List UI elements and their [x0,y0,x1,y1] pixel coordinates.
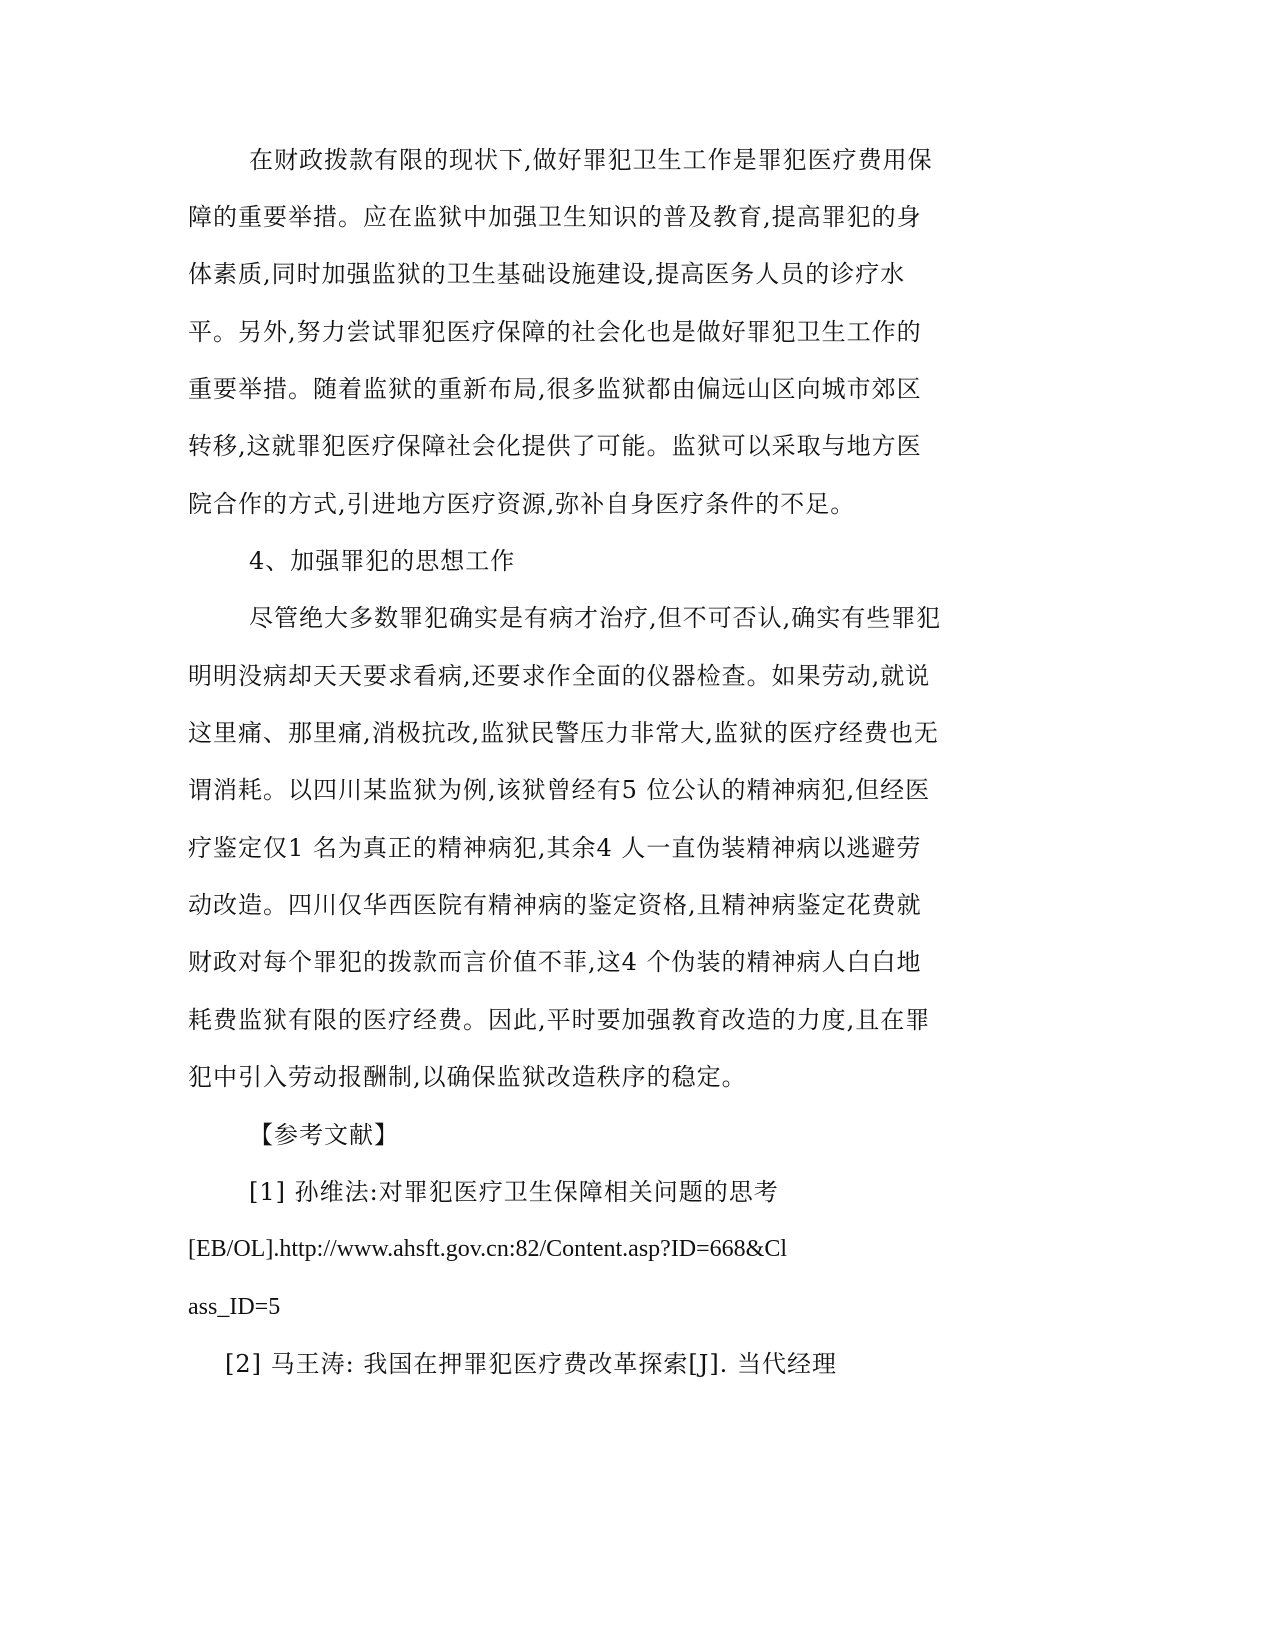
paragraph-2-line-1: 尽管绝大多数罪犯确实是有病才治疗,但不可否认,确实有些罪犯 [249,604,942,632]
paragraph-2-line-5: 疗鉴定仅1 名为真正的精神病犯,其余4 人一直伪装精神病以逃避劳 [188,834,922,862]
paragraph-1-line-2: 障的重要举措。应在监狱中加强卫生知识的普及教育,提高罪犯的身 [188,203,922,231]
reference-2-line-1: [2] 马王涛: 我国在押罪犯医疗费改革探索[J]. 当代经理 [225,1350,837,1378]
reference-1-line-1: [1] 孙维法:对罪犯医疗卫生保障相关问题的思考 [249,1178,779,1206]
paragraph-1-line-6: 转移,这就罪犯医疗保障社会化提供了可能。监狱可以采取与地方医 [188,432,922,460]
reference-1-line-2: [EB/OL].http://www.ahsft.gov.cn:82/Content.asp?ID=668&Cl [188,1236,788,1262]
paragraph-1-line-1: 在财政拨款有限的现状下,做好罪犯卫生工作是罪犯医疗费用保 [249,146,933,174]
paragraph-1-line-3: 体素质,同时加强监狱的卫生基础设施建设,提高医务人员的诊疗水 [188,260,906,288]
paragraph-1-line-5: 重要举措。随着监狱的重新布局,很多监狱都由偏远山区向城市郊区 [188,375,922,403]
paragraph-2-line-6: 动改造。四川仅华西医院有精神病的鉴定资格,且精神病鉴定花费就 [188,891,922,919]
reference-1-line-3: ass_ID=5 [188,1294,281,1320]
paragraph-2-line-7: 财政对每个罪犯的拨款而言价值不菲,这4 个伪装的精神病人白白地 [188,948,922,976]
paragraph-2-line-2: 明明没病却天天要求看病,还要求作全面的仪器检查。如果劳动,就说 [188,662,931,690]
paragraph-2-line-4: 谓消耗。以四川某监狱为例,该狱曾经有5 位公认的精神病犯,但经医 [188,776,931,804]
paragraph-1-line-7: 院合作的方式,引进地方医疗资源,弥补自身医疗条件的不足。 [188,490,856,518]
paragraph-2-line-3: 这里痛、那里痛,消极抗改,监狱民警压力非常大,监狱的医疗经费也无 [188,719,939,747]
paragraph-2-line-9: 犯中引入劳动报酬制,以确保监狱改造秩序的稳定。 [188,1063,747,1091]
section-heading-4: 4、加强罪犯的思想工作 [249,547,516,575]
paragraph-1-line-4: 平。另外,努力尝试罪犯医疗保障的社会化也是做好罪犯卫生工作的 [188,318,922,346]
paragraph-2-line-8: 耗费监狱有限的医疗经费。因此,平时要加强教育改造的力度,且在罪 [188,1006,931,1034]
references-heading: 【参考文献】 [249,1121,399,1149]
